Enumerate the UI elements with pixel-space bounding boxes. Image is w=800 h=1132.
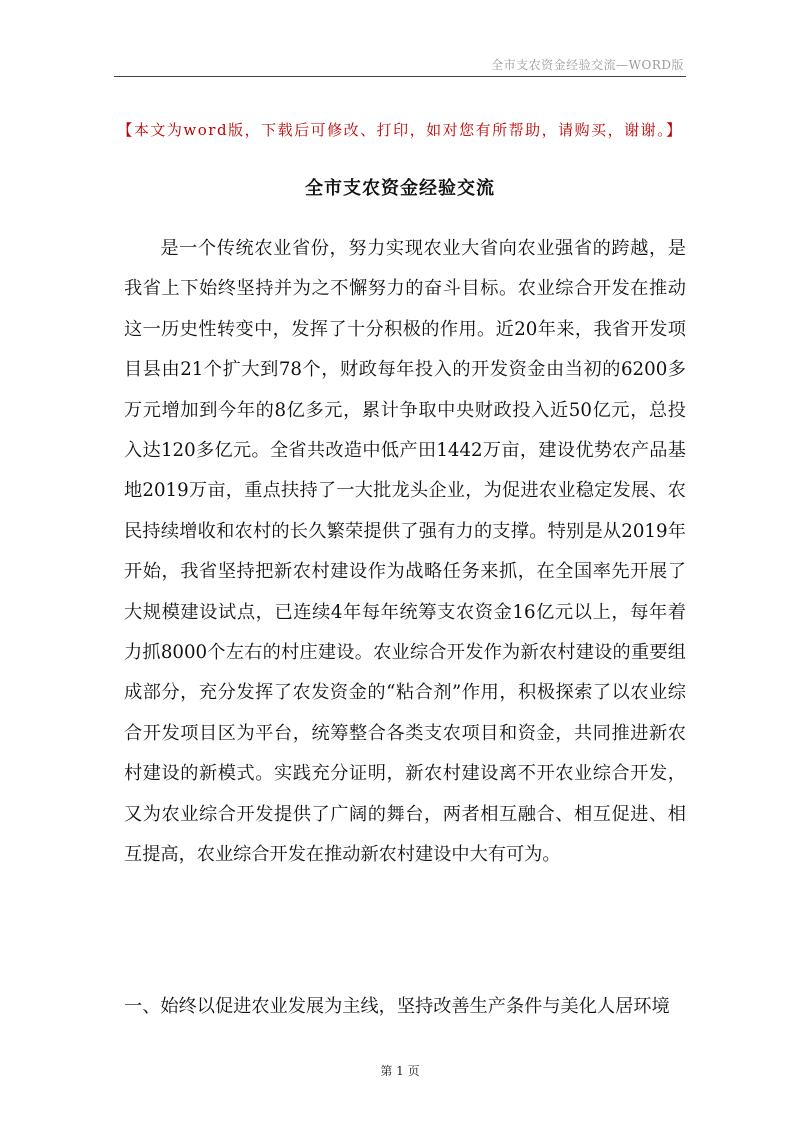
page-number: 第 1 页 — [380, 1064, 420, 1078]
header-divider — [114, 76, 686, 77]
body-paragraph: 是一个传统农业省份，努力实现农业大省向农业强省的跨越，是我省上下始终坚持并为之不懈努力的奋斗目标。农业综合开发在推动这一历史性转变中，发挥了十分积极的作用。近20年来，我省开发项目县由21个扩大到78个，财政每年投入的开发资金由当初的6200多万元增加到今年的8亿多元，累计争取中央财政投入近50亿元，总投入达120多亿元。全省共改造中低产田1442万亩，建设优势农产品基地2019万亩，重点扶持了一大批龙头企业，为促进农业稳定发展、农民持续增收和农村的长久繁荣提供了强有力的支撑。特别是从2019年开始，我省坚持把新农村建设作为战略任务来抓，在全国率先开展了大规模建设试点，已连续4年每年统筹支农资金16亿元以上，每年着力抓8000个左右的村庄建设。农业综合开发作为新农村建设的重要组成部分，充分发挥了农发资金的“粘合剂”作用，积极探索了以农业综合开发项目区为平台，统筹整合各类支农项目和资金，共同推进新农村建设的新模式。实践充分证明，新农村建设离不开农业综合开发，又为农业综合开发提供了广阔的舞台，两者相互融合、相互促进、相互提高，农业综合开发在推动新农村建设中大有可为。 — [124, 238, 686, 866]
download-notice: 【本文为word版，下载后可修改、打印，如对您有所帮助，请购买，谢谢。】 — [117, 121, 683, 139]
running-header: 全市支农资金经验交流—WORD版 — [491, 58, 684, 72]
document-title: 全市支农资金经验交流 — [305, 178, 495, 199]
section-heading: 一、始终以促进农业发展为主线，坚持改善生产条件与美化人居环境 — [124, 996, 670, 1017]
